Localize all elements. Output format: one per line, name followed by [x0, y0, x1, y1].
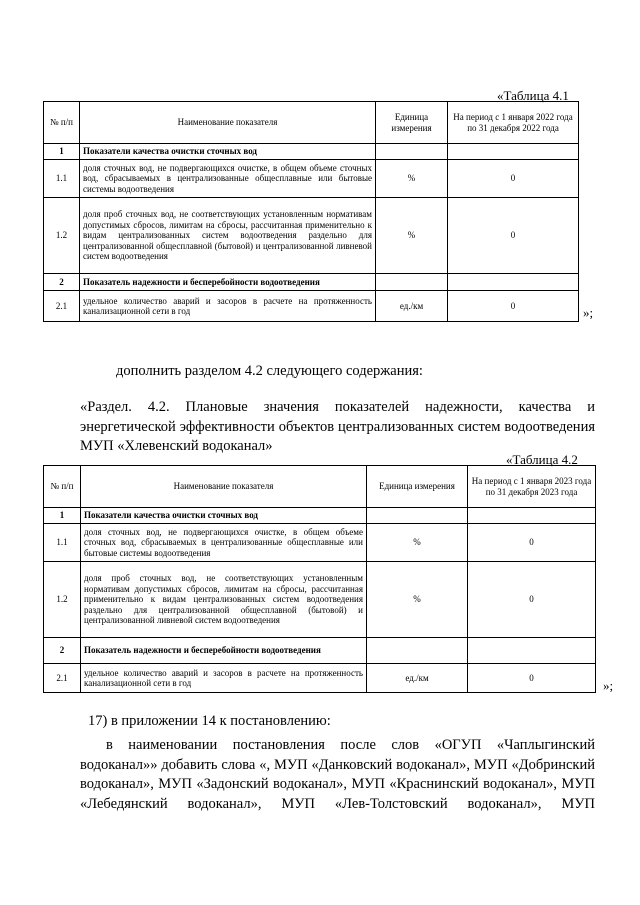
row-value: 0	[448, 198, 579, 274]
table-4-1-caption: «Таблица 4.1	[497, 88, 569, 103]
table-4-1-closing-quote: »;	[583, 305, 594, 320]
row-num: 2	[44, 274, 80, 291]
row-unit: ед./км	[367, 664, 468, 693]
row-unit	[367, 638, 468, 664]
row-value	[468, 638, 596, 664]
row-name: доля сточных вод, не подвергающихся очистке, в общем объеме сточных вод, сбрасываемых в централизованные общесплавные или бытовые системы водоотведения	[80, 160, 376, 198]
final-paragraph-line: «Лебедянский водоканал», МУП «Лев-Толстовский водоканал», МУП	[80, 795, 595, 812]
header-num: № п/п	[44, 466, 81, 508]
table-row	[44, 274, 579, 291]
row-num: 1.1	[44, 524, 81, 562]
table-4-1	[43, 101, 579, 322]
table-row	[44, 664, 596, 693]
table-header-row	[44, 466, 596, 508]
row-unit: ед./км	[376, 291, 448, 322]
header-unit: Единица измерения	[367, 466, 468, 508]
section-heading-line: МУП «Хлевенский водоканал»	[80, 438, 273, 454]
row-value: 0	[468, 664, 596, 693]
table-header-row	[44, 102, 579, 144]
row-name: Показатель надежности и бесперебойности водоотведения	[81, 638, 367, 664]
row-num: 2	[44, 638, 81, 664]
item-17: 17) в приложении 14 к постановлению:	[88, 713, 331, 729]
table-row	[44, 144, 579, 160]
final-paragraph	[80, 736, 595, 814]
row-num: 1.2	[44, 562, 81, 638]
table-row	[44, 160, 579, 198]
row-unit: %	[367, 562, 468, 638]
row-num: 1	[44, 508, 81, 524]
section-heading-line: энергетической эффективности объектов централизованных систем водоотведения	[80, 418, 595, 435]
row-unit	[367, 508, 468, 524]
row-name: Показатели качества очистки сточных вод	[81, 508, 367, 524]
row-value: 0	[468, 562, 596, 638]
row-num: 2.1	[44, 291, 80, 322]
row-unit	[376, 274, 448, 291]
header-name: Наименование показателя	[80, 102, 376, 144]
row-value: 0	[448, 291, 579, 322]
table-4-2	[43, 465, 596, 693]
row-unit	[376, 144, 448, 160]
row-unit: %	[376, 160, 448, 198]
row-value: 0	[448, 160, 579, 198]
row-num: 2.1	[44, 664, 81, 693]
header-name: Наименование показателя	[81, 466, 367, 508]
section-heading	[80, 398, 595, 457]
row-unit: %	[376, 198, 448, 274]
section-heading-line: «Раздел. 4.2. Плановые значения показателей надежности, качества и	[80, 399, 595, 415]
header-period: На период с 1 января 2023 года по 31 декабря 2023 года	[468, 466, 596, 508]
header-num: № п/п	[44, 102, 80, 144]
row-num: 1.2	[44, 198, 80, 274]
row-value	[468, 508, 596, 524]
row-name: удельное количество аварий и засоров в расчете на протяженность канализационной сети в год	[81, 664, 367, 693]
row-name: доля проб сточных вод, не соответствующих установленным нормативам допустимых сбросов, лимитам на сбросы, рассчитанная применительно к видам централизованных систем водоотведения раздельно для централизованной общесплавной (бытовой) и централизованной ливневой систем водоотведения	[80, 198, 376, 274]
table-row	[44, 638, 596, 664]
row-value	[448, 144, 579, 160]
row-unit: %	[367, 524, 468, 562]
table-row	[44, 562, 596, 638]
table-row	[44, 508, 596, 524]
table-4-2-closing-quote: »;	[603, 678, 614, 693]
final-paragraph-line: в наименовании постановления после слов «ОГУП «Чаплыгинский	[106, 737, 595, 753]
final-paragraph-line: водоканал», МУП «Задонский водоканал», МУП «Краснинский водоканал», МУП	[80, 776, 595, 792]
row-name: удельное количество аварий и засоров в расчете на протяженность канализационной сети в год	[80, 291, 376, 322]
row-num: 1	[44, 144, 80, 160]
row-name: Показатель надежности и бесперебойности водоотведения	[80, 274, 376, 291]
table-row	[44, 524, 596, 562]
table-row	[44, 291, 579, 322]
header-period: На период с 1 января 2022 года по 31 декабря 2022 года	[448, 102, 579, 144]
row-value	[448, 274, 579, 291]
header-unit: Единица измерения	[376, 102, 448, 144]
row-num: 1.1	[44, 160, 80, 198]
add-section-paragraph: дополнить разделом 4.2 следующего содержания:	[116, 363, 423, 379]
table-row	[44, 198, 579, 274]
row-name: Показатели качества очистки сточных вод	[80, 144, 376, 160]
row-value: 0	[468, 524, 596, 562]
row-name: доля проб сточных вод, не соответствующих установленным нормативам допустимых сбросов, лимитам на сбросы, рассчитанная применительно к видам централизованных систем водоотведения раздельно для централизованной общесплавной (бытовой) и централизованной ливневой систем водоотведения	[81, 562, 367, 638]
row-name: доля сточных вод, не подвергающихся очистке, в общем объеме сточных вод, сбрасываемых в централизованные общесплавные или бытовые системы водоотведения	[81, 524, 367, 562]
final-paragraph-line: водоканал»» добавить слова «, МУП «Данковский водоканал», МУП «Добринский	[80, 756, 595, 773]
table-4-2-caption: «Таблица 4.2	[506, 452, 578, 467]
